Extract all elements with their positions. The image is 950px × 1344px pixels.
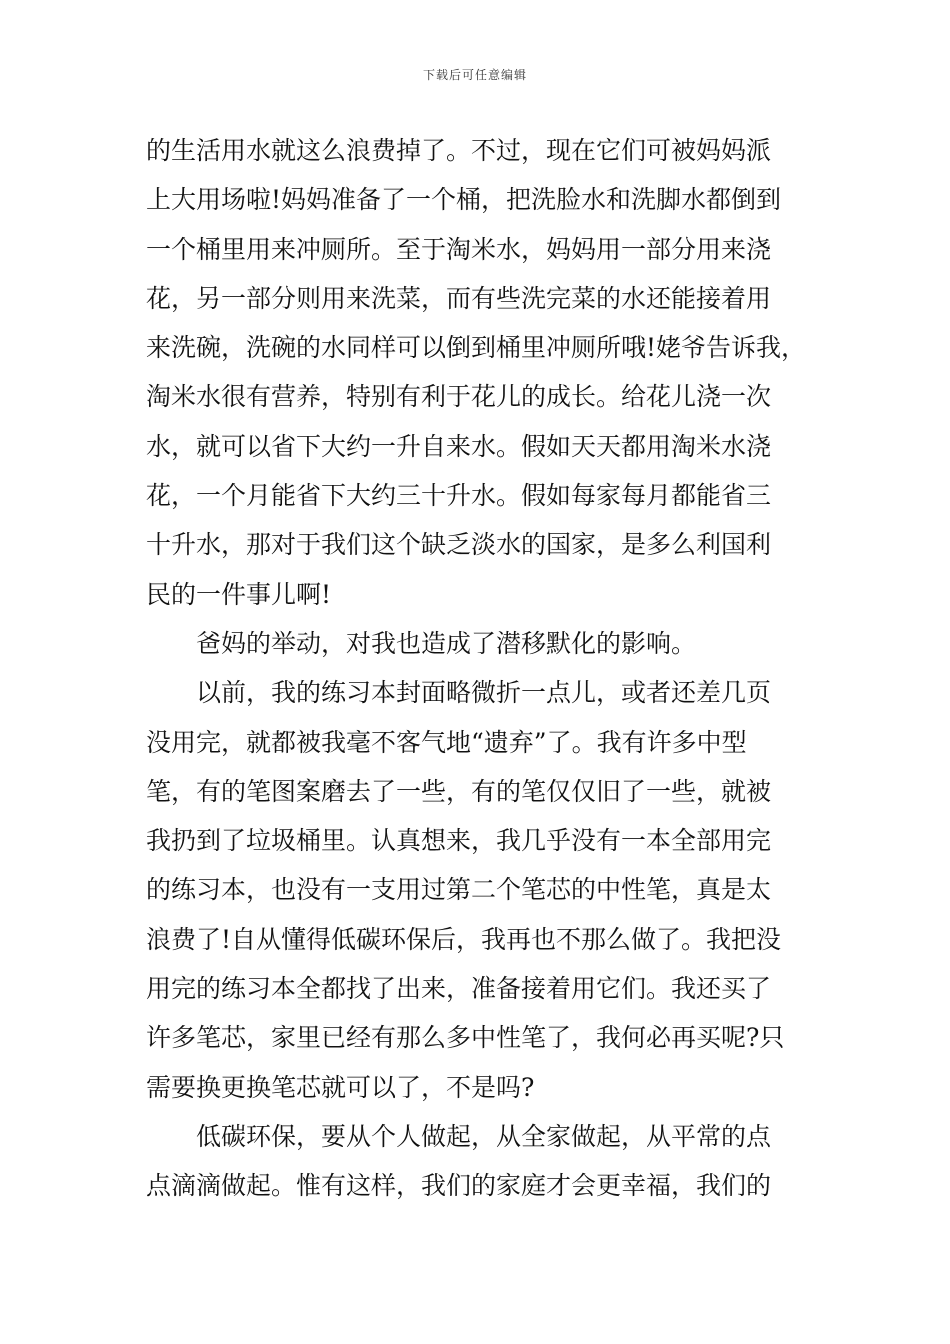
text-line: 许多笔芯，家里已经有那么多中性笔了，我何必再买呢?只: [146, 1023, 785, 1053]
text-line: 水，就可以省下大约一升自来水。假如天天都用淘米水浇: [146, 431, 772, 461]
text-line: 一个桶里用来冲厕所。至于淘米水，妈妈用一部分用来浇: [146, 234, 772, 264]
page-header: 下载后可任意编辑: [422, 68, 527, 82]
document-body: [146, 126, 810, 1211]
text-line: 用完的练习本全都找了出来，准备接着用它们。我还买了: [146, 974, 772, 1004]
text-line: 花，另一部分则用来洗菜，而有些洗完菜的水还能接着用: [146, 283, 772, 313]
paragraph-start-line: 低碳环保，要从个人做起，从全家做起，从平常的点: [196, 1121, 772, 1151]
text-line: 浪费了!自从懂得低碳环保后，我再也不那么做了。我把没: [146, 924, 782, 954]
text-line: 来洗碗，洗碗的水同样可以倒到桶里冲厕所哦!姥爷告诉我，: [146, 333, 807, 363]
text-line: 民的一件事儿啊!: [146, 579, 332, 609]
text-line: 淘米水很有营养，特别有利于花儿的成长。给花儿浇一次: [146, 382, 772, 412]
text-line: 的练习本，也没有一支用过第二个笔芯的中性笔，真是太: [146, 875, 772, 905]
text-line: 十升水，那对于我们这个缺乏淡水的国家，是多么利国利: [146, 530, 772, 560]
text-line: 我扔到了垃圾桶里。认真想来，我几乎没有一本全部用完: [146, 826, 772, 856]
text-line: 上大用场啦!妈妈准备了一个桶，把洗脸水和洗脚水都倒到: [146, 185, 782, 215]
text-line: 花，一个月能省下大约三十升水。假如每家每月都能省三: [146, 481, 772, 511]
paragraph-start-line: 爸妈的举动，对我也造成了潜移默化的影响。: [196, 628, 697, 658]
text-line: 没用完，就都被我毫不客气地“遗弃”了。我有许多中型: [146, 727, 747, 757]
text-line: 的生活用水就这么浪费掉了。不过，现在它们可被妈妈派: [146, 136, 772, 165]
text-line: 需要换更换笔芯就可以了，不是吗?: [146, 1072, 535, 1102]
text-line: 笔，有的笔图案磨去了一些，有的笔仅仅旧了一些，就被: [146, 776, 772, 806]
paragraph-start-line: 以前，我的练习本封面略微折一点儿，或者还差几页: [196, 678, 772, 708]
text-line: 点滴滴做起。惟有这样，我们的家庭才会更幸福，我们的: [146, 1171, 772, 1201]
